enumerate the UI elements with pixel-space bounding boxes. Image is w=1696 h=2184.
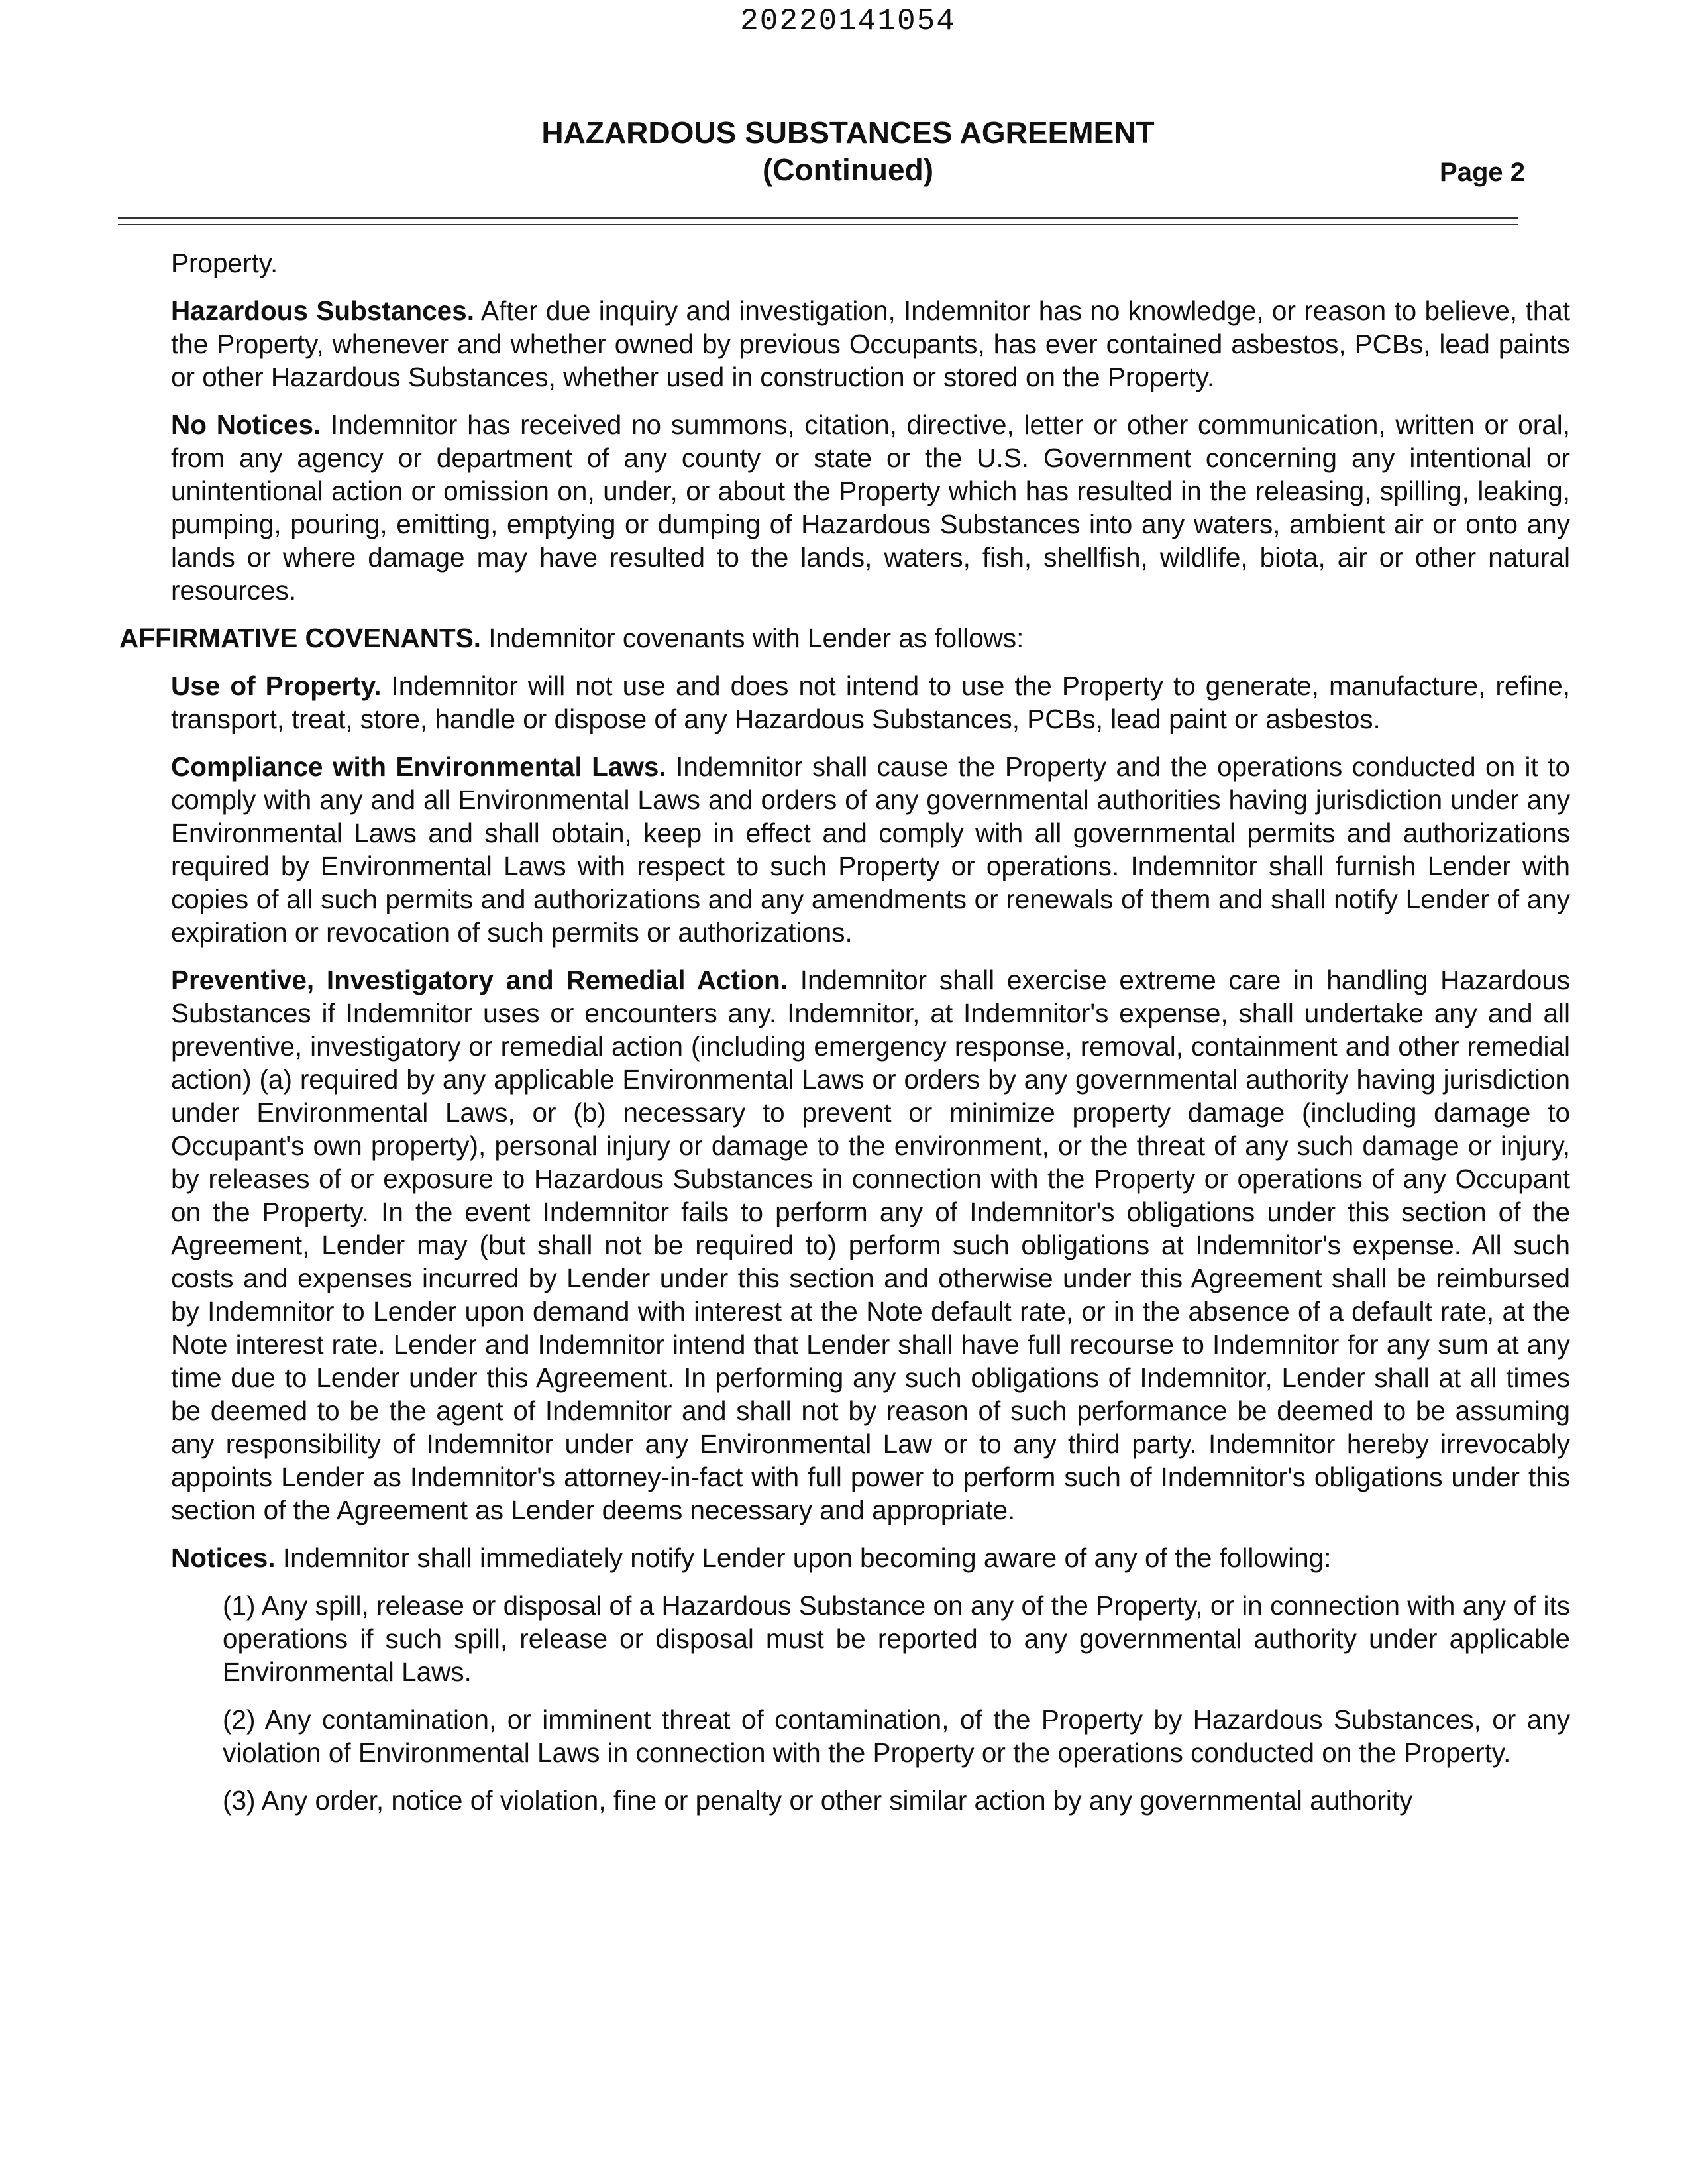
paragraph-use-of-property [171,669,1570,736]
header-divider-top [118,217,1518,219]
paragraph-no-notices [171,408,1570,607]
paragraph-remedial-action [171,963,1570,1527]
paragraph-text: Indemnitor shall cause the Property and the operations conducted on it to comply with any and all Environmental Laws and orders of any governmental authorities having jurisdiction under any Environmental Laws and shall obtain, keep in effect and comply with all governmental permits and authorizations required by Environmental Laws with respect to such Property or operations. Indemnitor shall furnish Lender with copies of all such permits and authorizations and any amendments or renewals of them and shall notify Lender of any expiration or revocation of such permits or authorizations. [171,751,1570,948]
paragraph-text: After due inquiry and investigation, Indemnitor has no knowledge, or reason to believe, that the Property, whenever and whether owned by previous Occupants, has ever contained asbestos, PCBs, lead paints or other Hazardous Substances, whether used in construction or stored on the Property. [171,296,1570,392]
section-heading: AFFIRMATIVE COVENANTS. [119,623,481,653]
notice-item-3 [223,1784,1570,1817]
paragraph-text: Indemnitor shall immediately notify Lender upon becoming aware of any of the following: [275,1543,1332,1573]
paragraph-text: Indemnitor has received no summons, citation, directive, letter or other communication, written or oral, from any agency or department of any county or state or the U.S. Government concerning any intentional or unintentional action or omission on, under, or about the Property which has resulted in the releasing, spilling, leaking, pumping, pouring, emitting, emptying or dumping of Hazardous Substances into any waters, ambient air or onto any lands or where damage may have resulted to the lands, waters, fish, shellfish, wildlife, biota, air or other natural resources. [171,410,1570,606]
paragraph-text: Indemnitor covenants with Lender as follows: [481,623,1024,653]
paragraph-heading: Compliance with Environmental Laws. [171,751,666,782]
paragraph-compliance [171,750,1570,949]
paragraph-heading: Notices. [171,1543,276,1573]
paragraph-text: (1) Any spill, release or disposal of a Hazardous Substance on any of the Property, or in connection with any of its operations if such spill, release or disposal must be reported to any governmental authority under applicable Environmental Laws. [223,1590,1570,1687]
notice-item-1 [223,1589,1570,1688]
section-affirmative-covenants [119,622,1570,655]
paragraph-heading: Preventive, Investigatory and Remedial Action. [171,965,788,995]
document-subtitle: (Continued) [762,152,934,187]
paragraph-heading: No Notices. [171,410,321,440]
paragraph-hazardous-substances [171,294,1570,394]
document-body [119,246,1570,1831]
document-number: 20220141054 [740,4,956,38]
paragraph-text: (3) Any order, notice of violation, fine or penalty or other similar action by any governmental authority [223,1785,1413,1816]
paragraph-text: Property. [171,248,278,278]
paragraph-heading: Hazardous Substances. [171,296,474,326]
paragraph-text: Indemnitor shall exercise extreme care in handling Hazardous Substances if Indemnitor uses or encounters any. Indemnitor, at Indemnitor's expense, shall undertake any and all preventive, investigatory or remedial action (including emergency response, removal, containment and other remedial action) (a) required by any applicable Environmental Laws or orders by any governmental authority having jurisdiction under Environmental Laws, or (b) necessary to prevent or minimize property damage (including damage to Occupant's own property), personal injury or damage to the environment, or the threat of any such damage or injury, by releases of or exposure to Hazardous Substances in connection with the Property or operations of any Occupant on the Property. In the event Indemnitor fails to perform any of Indemnitor's obligations under this section of the Agreement, Lender may (but shall not be required to) perform such obligations at Indemnitor's expense. All such costs and expenses incurred by Lender under this section and otherwise under this Agreement shall be reimbursed by Indemnitor to Lender upon demand with interest at the Note default rate, or in the absence of a default rate, at the Note interest rate. Lender and Indemnitor intend that Lender shall have full recourse to Indemnitor for any sum at any time due to Lender under this Agreement. In performing any such obligations of Indemnitor, Lender shall at all times be deemed to be the agent of Indemnitor and shall not by reason of such performance be deemed to be assuming any responsibility of Indemnitor under any Environmental Law or to any third party. Indemnitor hereby irrevocably appoints Lender as Indemnitor's attorney-in-fact with full power to perform such of Indemnitor's obligations under this section of the Agreement as Lender deems necessary and appropriate. [171,965,1570,1525]
paragraph-text: (2) Any contamination, or imminent threat of contamination, of the Property by Hazardous Substances, or any violation of Environmental Laws in connection with the Property or the operations conducted on the Property. [223,1704,1570,1768]
paragraph-heading: Use of Property. [171,671,382,701]
paragraph-notices [171,1541,1570,1574]
page-number: Page 2 [1440,158,1525,187]
paragraph-property-continued [171,246,1570,280]
document-title: HAZARDOUS SUBSTANCES AGREEMENT [541,115,1155,150]
paragraph-text: Indemnitor will not use and does not intend to use the Property to generate, manufacture, refine, transport, treat, store, handle or dispose of any Hazardous Substances, PCBs, lead paint or asbestos. [171,671,1570,734]
header-divider-bottom [118,224,1518,225]
notice-item-2 [223,1703,1570,1769]
